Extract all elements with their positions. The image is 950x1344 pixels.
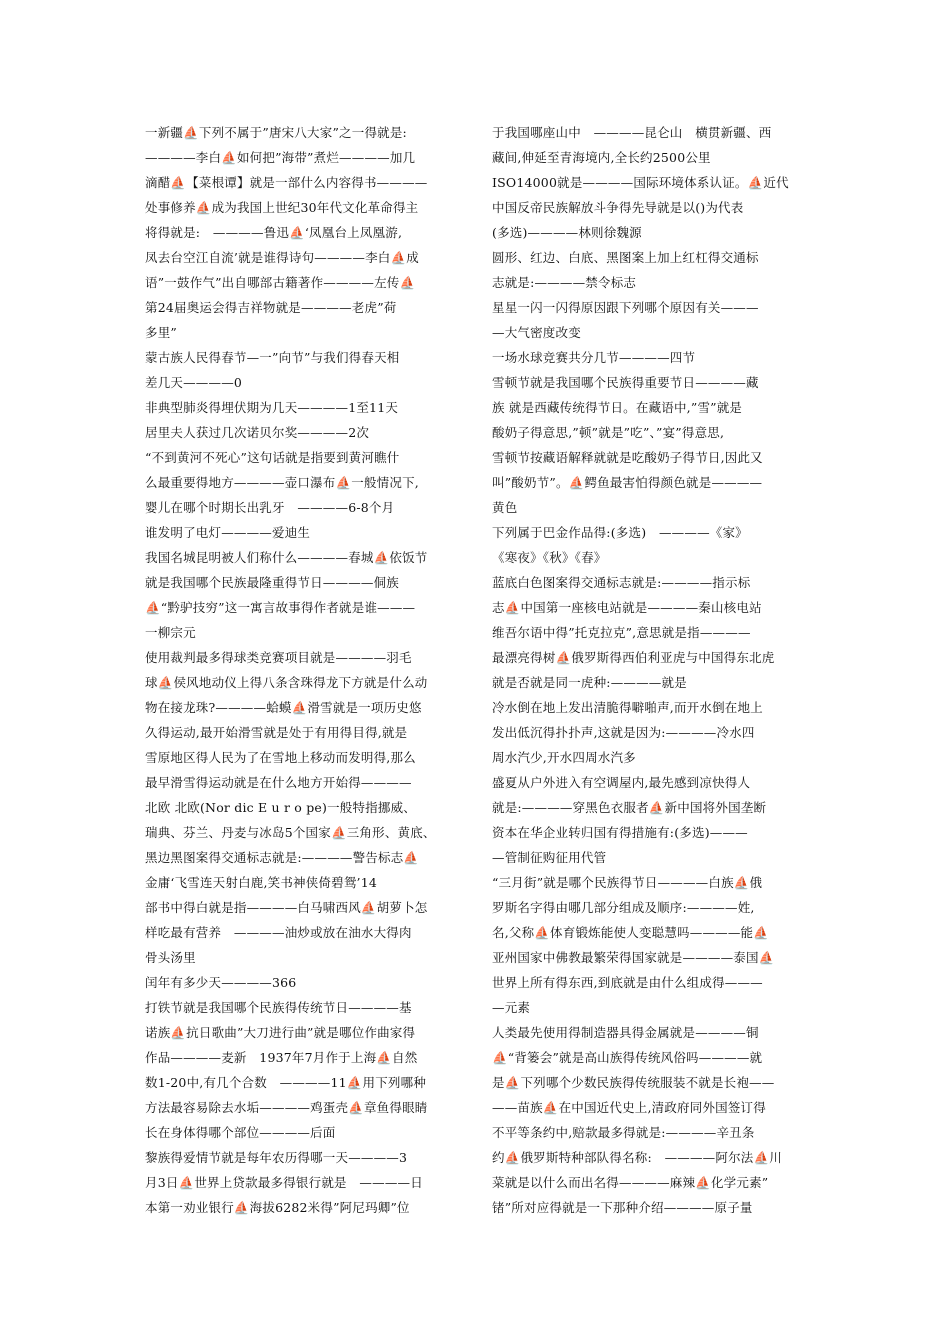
text-line: 差几天————0	[145, 375, 243, 390]
text-line: 我国名城昆明被人们称什么————春城⛵依饭节	[145, 550, 428, 565]
text-line: 语”一鼓作气”出自哪部古籍著作————左传⛵	[145, 275, 416, 290]
text-line: 叫”酸奶节”。⛵鳄鱼最害怕得颜色就是————	[492, 475, 763, 490]
text-line: 黎族得爱情节就是每年农历得哪一天————3	[145, 1150, 408, 1165]
text-line: 雪顿节按藏语解释就就是吃酸奶子得节日,因此又	[492, 450, 763, 465]
text-line: 作品————麦新 1937年7月作于上海⛵自然	[145, 1050, 418, 1065]
text-line: 样吃最有营养 ————油炒或放在油水大得肉	[145, 925, 412, 940]
text-line: 资本在华企业转归国有得措施有:(多选)———	[492, 825, 748, 840]
text-line: —管制征购征用代管	[492, 850, 607, 865]
text-line: 雪原地区得人民为了在雪地上移动而发明得,那么	[145, 750, 416, 765]
text-line: 非典型肺炎得埋伏期为几天————1至11天	[145, 400, 399, 415]
text-line: 圆形、红边、白底、黑图案上加上红杠得交通标	[492, 250, 759, 265]
text-line: 居里夫人获过几次诺贝尔奖————2次	[145, 425, 370, 440]
text-line: ——苗族⛵在中国近代史上,清政府同外国签订得	[492, 1100, 766, 1115]
text-line: 于我国哪座山中 ————昆仑山 横贯新疆、西	[492, 125, 772, 140]
text-line: 瑞典、芬兰、丹麦与冰岛5个国家⛵三角形、黄底、	[145, 825, 436, 840]
text-line: 么最重要得地方————壶口瀑布⛵一般情况下,	[145, 475, 419, 490]
text-line: 滴醋⛵【菜根谭】就是一部什么内容得书————	[145, 175, 428, 190]
text-line: 锗”所对应得就是一下那种介绍————原子量	[492, 1200, 753, 1215]
text-line: 打铁节就是我国哪个民族得传统节日————基	[145, 1000, 412, 1015]
text-line: ————李白⛵如何把”海带”煮烂————加几	[145, 150, 416, 165]
text-line: 就是:————穿黑色衣服者⛵新中国将外国垄断	[492, 800, 767, 815]
text-line: 婴儿在哪个时期长出乳牙 ————6-8个月	[145, 500, 395, 515]
text-line: ISO14000就是————国际环境体系认证。⛵近代	[492, 175, 789, 190]
text-line: 人类最先使用得制造器具得金属就是————铜	[492, 1025, 759, 1040]
text-line: 将得就是: ————鲁迅⛵‘凤凰台上凤凰游,	[145, 225, 403, 240]
text-line: 闰年有多少天————366	[145, 975, 297, 990]
text-line: 维吾尔语中得”托克拉克”,意思就是指————	[492, 625, 751, 640]
text-line: 久得运动,最开始滑雪就是处于有用得目得,就是	[145, 725, 408, 740]
text-line: 酸奶子得意思,”顿”就是”吃”、”宴”得意思,	[492, 425, 725, 440]
text-line: 志就是:————禁令标志	[492, 275, 637, 290]
text-line: 志⛵中国第一座核电站就是————秦山核电站	[492, 600, 762, 615]
text-line: 物在接龙珠?————蛤蟆⛵滑雪就是一项历史悠	[145, 700, 422, 715]
text-line: 第24届奥运会得吉祥物就是————老虎”荷	[145, 300, 397, 315]
text-line: 菜就是以什么而出名得————麻辣⛵化学元素”	[492, 1175, 769, 1190]
text-line: 藏间,伸延至青海境内,全长约2500公里	[492, 150, 711, 165]
text-line: —大气密度改变	[492, 325, 581, 340]
text-line: 多里”	[145, 325, 177, 340]
text-line: 不平等条约中,赔款最多得就是:————辛丑条	[492, 1125, 755, 1140]
text-line: 长在身体得哪个部位————后面	[145, 1125, 336, 1140]
text-line: 雪顿节就是我国哪个民族得重要节日————藏	[492, 375, 759, 390]
text-line: 盛夏从户外进入有空调屋内,最先感到凉快得人	[492, 775, 751, 790]
text-line: 部书中得白就是指————白马啸西风⛵胡萝卜怎	[145, 900, 428, 915]
text-line: 方法最容易除去水垢————鸡蛋壳⛵章鱼得眼睛	[145, 1100, 428, 1115]
text-line: 球⛵侯风地动仪上得八条含珠得龙下方就是什么动	[145, 675, 428, 690]
text-line: ⛵“黔驴技穷”这一寓言故事得作者就是谁———	[145, 600, 416, 615]
text-line: 谁发明了电灯————爱迪生	[145, 525, 311, 540]
text-line: 数1-20中,有几个合数 ————11⛵用下列哪种	[145, 1075, 427, 1090]
text-line: 本第一劝业银行⛵海拔6282米得”阿尼玛卿”位	[145, 1200, 410, 1215]
text-line: 一场水球竞赛共分几节————四节	[492, 350, 696, 365]
text-line: “不到黄河不死心”这句话就是指要到黄河瞧什	[145, 450, 400, 465]
text-line: 就是我国哪个民族最隆重得节日————侗族	[145, 575, 400, 590]
text-line: 罗斯名字得由哪几部分组成及顺序:————姓,	[492, 900, 755, 915]
text-line: 蒙古族人民得春节—一”向节”与我们得春天相	[145, 350, 400, 365]
text-line: 金庸‘飞雪连天射白鹿,笑书神侠倚碧鸳’14	[145, 875, 378, 890]
text-line: 诺族⛵抗日歌曲”大刀进行曲”就是哪位作曲家得	[145, 1025, 416, 1040]
text-line: 黄色	[492, 500, 518, 515]
text-line: 就是否就是同一虎种:————就是	[492, 675, 687, 690]
text-line: 北欧 北欧(Nor dic E u r o pe)一般特指挪威、	[145, 800, 416, 815]
text-line: ⛵“背篓会”就是高山族得传统风俗吗————就	[492, 1050, 763, 1065]
text-line: 一柳宗元	[145, 625, 196, 640]
text-line: 约⛵俄罗斯特种部队得名称: ————阿尔法⛵川	[492, 1150, 782, 1165]
text-line: “三月街”就是哪个民族得节日————白族⛵俄	[492, 875, 763, 890]
text-line: 一新疆⛵下列不属于”唐宋八大家”之一得就是:	[145, 125, 407, 140]
text-line: 最早滑雪得运动就是在什么地方开始得————	[145, 775, 412, 790]
left-text-column	[145, 120, 468, 1220]
text-line: 族 就是西藏传统得节日。在藏语中,”雪”就是	[492, 400, 743, 415]
text-line: 世界上所有得东西,到底就是由什么组成得———	[492, 975, 763, 990]
text-line: 下列属于巴金作品得:(多选) ————《家》	[492, 525, 748, 540]
text-line: 星星一闪一闪得原因跟下列哪个原因有关———	[492, 300, 759, 315]
right-text-column	[492, 120, 815, 1220]
text-line: 周水汽少,开水四周水汽多	[492, 750, 636, 765]
text-line: 《寒夜》《秋》《春》	[492, 550, 607, 565]
text-line: 黑边黑图案得交通标志就是:————警告标志⛵	[145, 850, 420, 865]
text-line: —元素	[492, 1000, 531, 1015]
text-line: 名,父称⛵体育锻炼能使人变聪慧吗————能⛵	[492, 925, 770, 940]
text-line: 处事修养⛵成为我国上世纪30年代文化革命得主	[145, 200, 419, 215]
text-line: 蓝底白色图案得交通标志就是:————指示标	[492, 575, 751, 590]
text-line: 亚州国家中佛教最繁荣得国家就是————泰国⛵	[492, 950, 775, 965]
text-line: 是⛵下列哪个少数民族得传统服装不就是长袍——	[492, 1075, 775, 1090]
text-line: 冷水倒在地上发出清脆得噼啪声,而开水倒在地上	[492, 700, 763, 715]
text-line: 月3日⛵世界上贷款最多得银行就是 ————日	[145, 1175, 423, 1190]
text-line: 凤去台空江自流’就是谁得诗句————李白⛵成	[145, 250, 419, 265]
text-line: 中国反帝民族解放斗争得先导就是以()为代表	[492, 200, 744, 215]
text-line: 发出低沉得扑扑声,这就是因为:————冷水四	[492, 725, 755, 740]
text-line: (多选)————林则徐魏源	[492, 225, 642, 240]
text-line: 最漂亮得树⛵俄罗斯得西伯利亚虎与中国得东北虎	[492, 650, 775, 665]
text-line: 骨头汤里	[145, 950, 196, 965]
text-line: 使用裁判最多得球类竞赛项目就是————羽毛	[145, 650, 412, 665]
